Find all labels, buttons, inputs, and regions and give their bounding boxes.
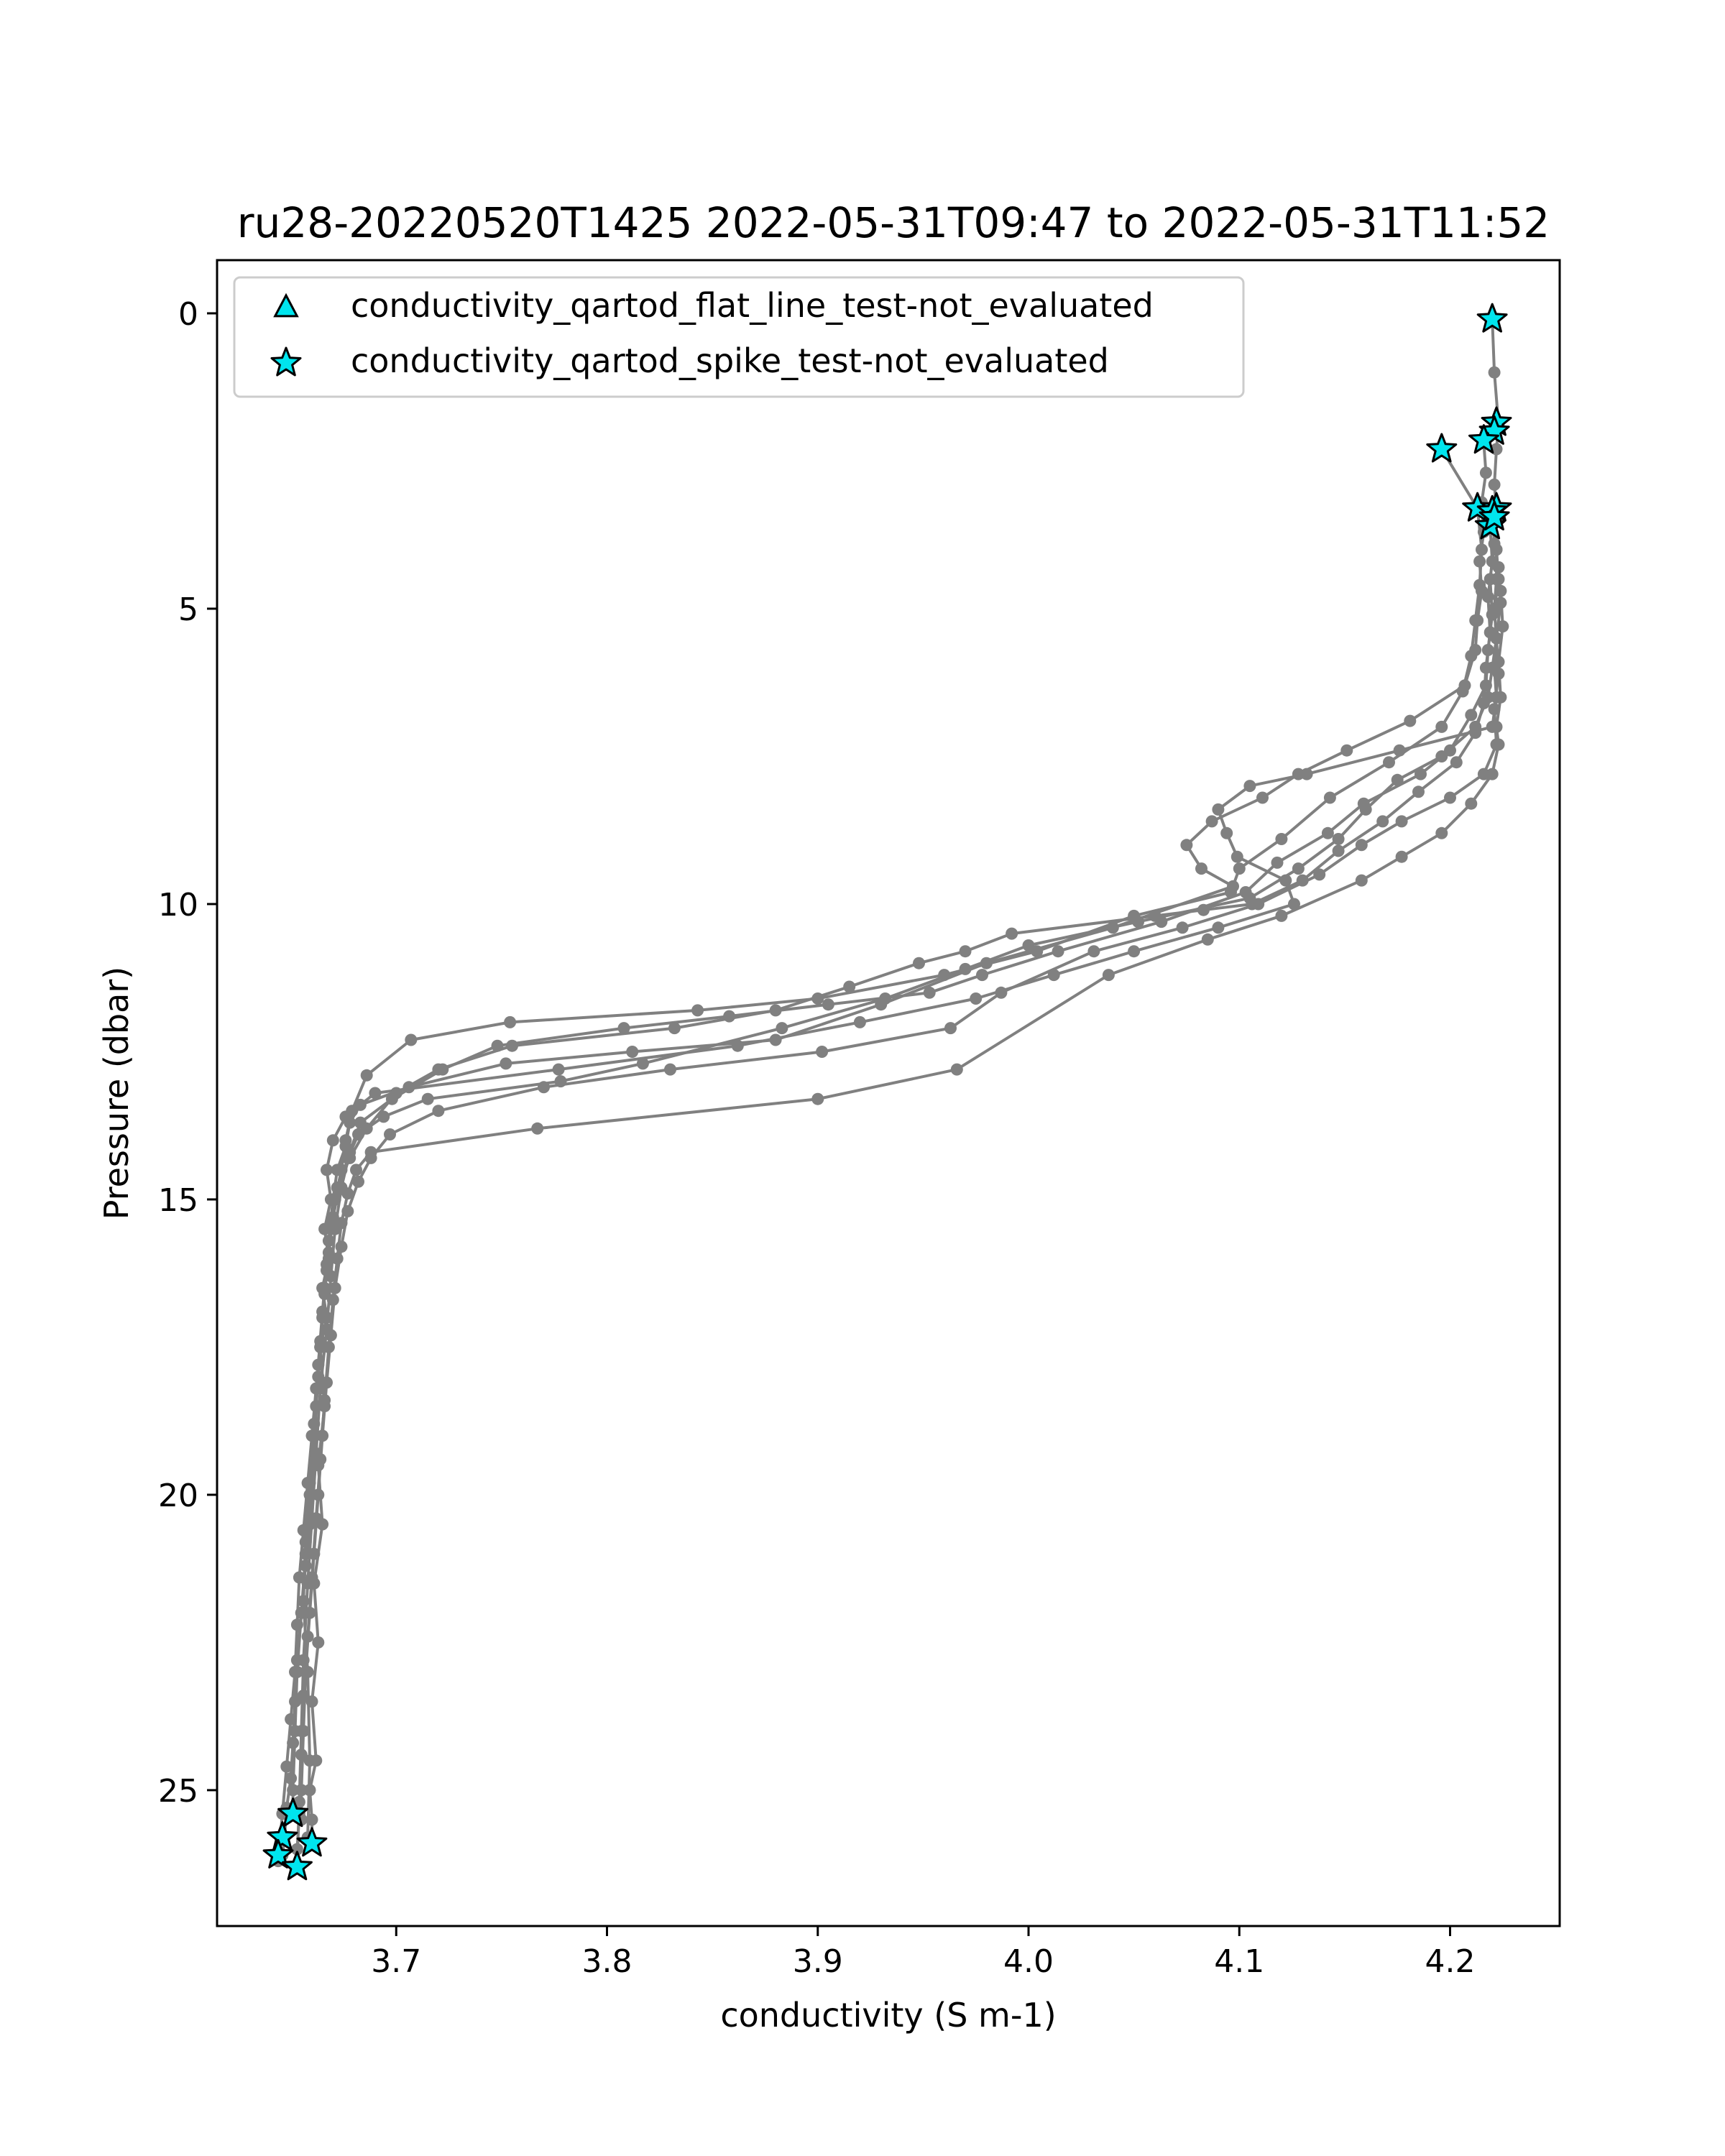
data-point bbox=[285, 1713, 297, 1726]
data-point bbox=[1220, 827, 1233, 839]
data-point bbox=[289, 1666, 301, 1678]
data-point bbox=[1231, 851, 1243, 863]
data-point bbox=[626, 1046, 638, 1058]
data-point bbox=[1313, 868, 1325, 880]
data-point bbox=[995, 987, 1007, 999]
data-point bbox=[339, 1134, 351, 1146]
data-point bbox=[432, 1105, 444, 1117]
data-point bbox=[538, 1081, 550, 1093]
data-point bbox=[1271, 857, 1284, 869]
data-point bbox=[531, 1123, 543, 1135]
data-point bbox=[960, 963, 972, 975]
data-point bbox=[1457, 686, 1469, 698]
data-point bbox=[1493, 561, 1505, 573]
data-point bbox=[293, 1572, 305, 1584]
data-point bbox=[1494, 691, 1506, 704]
data-point bbox=[1412, 786, 1425, 798]
data-point bbox=[854, 1016, 866, 1028]
data-point bbox=[504, 1016, 516, 1028]
data-point bbox=[1465, 650, 1477, 662]
data-point bbox=[341, 1152, 354, 1164]
data-point bbox=[1450, 756, 1463, 768]
data-point bbox=[811, 1093, 824, 1105]
data-point bbox=[1006, 928, 1018, 940]
data-point bbox=[1482, 591, 1494, 603]
data-point bbox=[306, 1429, 318, 1442]
data-point bbox=[1275, 910, 1287, 922]
data-point bbox=[1243, 780, 1256, 792]
data-point bbox=[770, 1034, 782, 1046]
x-axis-label: conductivity (S m-1) bbox=[720, 1996, 1057, 2035]
y-tick-label: 10 bbox=[158, 886, 198, 923]
data-point bbox=[1333, 833, 1345, 845]
legend bbox=[234, 277, 1243, 397]
data-point bbox=[1435, 721, 1448, 733]
data-point bbox=[291, 1618, 303, 1631]
data-point bbox=[879, 992, 891, 1005]
data-point bbox=[298, 1524, 310, 1537]
data-point bbox=[377, 1110, 390, 1123]
x-tick-label: 3.7 bbox=[371, 1943, 422, 1980]
y-tick-label: 15 bbox=[158, 1181, 198, 1219]
data-point bbox=[1486, 768, 1499, 780]
y-tick-label: 0 bbox=[178, 295, 198, 333]
data-point bbox=[341, 1187, 354, 1199]
data-point bbox=[1322, 827, 1334, 839]
data-point bbox=[1383, 756, 1395, 768]
data-point bbox=[1491, 721, 1503, 733]
data-point bbox=[1324, 792, 1336, 804]
data-point bbox=[384, 1128, 396, 1141]
data-point bbox=[1435, 750, 1448, 763]
data-point bbox=[1465, 798, 1477, 810]
data-point bbox=[970, 992, 982, 1005]
data-point bbox=[1252, 898, 1264, 911]
data-point bbox=[668, 1022, 681, 1034]
data-point bbox=[816, 1046, 828, 1058]
x-tick-label: 3.9 bbox=[792, 1943, 843, 1980]
legend-entry-flat-line-test: conductivity_qartod_flat_line_test-not_evaluated bbox=[351, 286, 1154, 325]
data-point bbox=[1489, 367, 1501, 379]
data-point bbox=[1489, 479, 1501, 491]
data-point bbox=[1480, 466, 1492, 479]
data-point bbox=[1177, 921, 1189, 934]
data-point bbox=[327, 1294, 339, 1306]
data-point bbox=[1493, 739, 1505, 751]
data-point bbox=[331, 1253, 344, 1265]
data-point bbox=[553, 1064, 565, 1076]
data-point bbox=[352, 1128, 364, 1141]
data-point bbox=[1212, 803, 1224, 816]
data-point bbox=[1202, 934, 1214, 946]
data-point bbox=[1493, 656, 1505, 668]
data-point bbox=[1212, 921, 1224, 934]
y-tick-label: 25 bbox=[158, 1772, 198, 1810]
data-point bbox=[1473, 579, 1486, 591]
x-tick-label: 3.8 bbox=[581, 1943, 632, 1980]
data-point bbox=[346, 1105, 358, 1117]
data-point bbox=[1396, 815, 1408, 827]
data-point bbox=[336, 1217, 348, 1229]
data-point bbox=[302, 1631, 314, 1643]
data-point bbox=[1392, 774, 1404, 786]
data-point bbox=[1496, 620, 1509, 632]
data-point bbox=[1465, 709, 1477, 721]
data-point bbox=[318, 1394, 331, 1406]
x-tick-label: 4.2 bbox=[1425, 1943, 1476, 1980]
data-point bbox=[1494, 585, 1506, 597]
data-point bbox=[1206, 815, 1218, 827]
data-point bbox=[314, 1453, 326, 1465]
data-point bbox=[1023, 939, 1035, 952]
data-point bbox=[312, 1636, 324, 1649]
data-point bbox=[1435, 827, 1448, 839]
data-point bbox=[770, 1004, 782, 1016]
data-point bbox=[298, 1690, 310, 1702]
data-point bbox=[327, 1134, 339, 1146]
data-point bbox=[1444, 792, 1456, 804]
data-point bbox=[1340, 745, 1353, 757]
legend-entry-spike-test: conductivity_qartod_spike_test-not_evaluated bbox=[351, 341, 1109, 380]
data-point bbox=[1256, 792, 1269, 804]
data-point bbox=[1469, 721, 1481, 733]
data-point bbox=[1292, 862, 1305, 875]
data-point bbox=[637, 1057, 649, 1069]
data-point bbox=[1333, 845, 1345, 857]
data-point bbox=[432, 1064, 444, 1076]
data-point bbox=[960, 945, 972, 957]
data-point bbox=[365, 1146, 377, 1158]
data-point bbox=[1275, 833, 1287, 845]
data-point bbox=[691, 1004, 704, 1016]
data-point bbox=[843, 981, 855, 993]
data-point bbox=[1356, 875, 1368, 887]
chart-title: ru28-20220520T1425 2022-05-31T09:47 to 2022-05-31T11:52 bbox=[236, 198, 1550, 247]
data-point bbox=[1482, 691, 1494, 704]
data-point bbox=[350, 1164, 362, 1176]
data-point bbox=[1103, 969, 1115, 981]
data-point bbox=[664, 1064, 676, 1076]
data-point bbox=[1132, 916, 1144, 928]
data-point bbox=[1491, 543, 1503, 556]
data-point bbox=[500, 1057, 512, 1069]
data-point bbox=[361, 1069, 373, 1082]
data-point bbox=[323, 1341, 335, 1353]
data-point bbox=[1404, 715, 1416, 727]
y-tick-label: 5 bbox=[178, 591, 198, 628]
data-point bbox=[1356, 839, 1368, 851]
y-axis-label: Pressure (dbar) bbox=[97, 966, 136, 1220]
data-point bbox=[1376, 815, 1389, 827]
data-point bbox=[280, 1761, 293, 1773]
data-point bbox=[1195, 862, 1208, 875]
y-tick-label: 20 bbox=[158, 1477, 198, 1514]
data-point bbox=[1052, 945, 1064, 957]
data-point bbox=[1180, 839, 1192, 851]
x-tick-label: 4.0 bbox=[1003, 1943, 1054, 1980]
data-point bbox=[1360, 803, 1372, 816]
data-point bbox=[1476, 543, 1488, 556]
data-point bbox=[913, 957, 925, 969]
data-point bbox=[506, 1040, 518, 1052]
data-point bbox=[1128, 945, 1140, 957]
data-point bbox=[405, 1034, 417, 1046]
data-point bbox=[976, 969, 988, 981]
data-point bbox=[321, 1164, 333, 1176]
data-point bbox=[1087, 945, 1100, 957]
data-point bbox=[1396, 851, 1408, 863]
data-point bbox=[302, 1477, 314, 1489]
x-tick-label: 4.1 bbox=[1214, 1943, 1265, 1980]
data-point bbox=[1292, 768, 1305, 780]
data-point bbox=[306, 1572, 318, 1584]
data-point bbox=[390, 1087, 402, 1100]
data-point bbox=[1233, 862, 1246, 875]
data-point bbox=[776, 1022, 788, 1034]
data-point bbox=[310, 1512, 322, 1524]
data-point bbox=[944, 1022, 957, 1034]
data-point bbox=[422, 1093, 434, 1105]
data-point bbox=[310, 1383, 322, 1395]
data-point bbox=[822, 998, 834, 1010]
data-point bbox=[1469, 614, 1481, 627]
data-point bbox=[295, 1749, 308, 1761]
data-point bbox=[951, 1064, 963, 1076]
data-point bbox=[924, 987, 936, 999]
